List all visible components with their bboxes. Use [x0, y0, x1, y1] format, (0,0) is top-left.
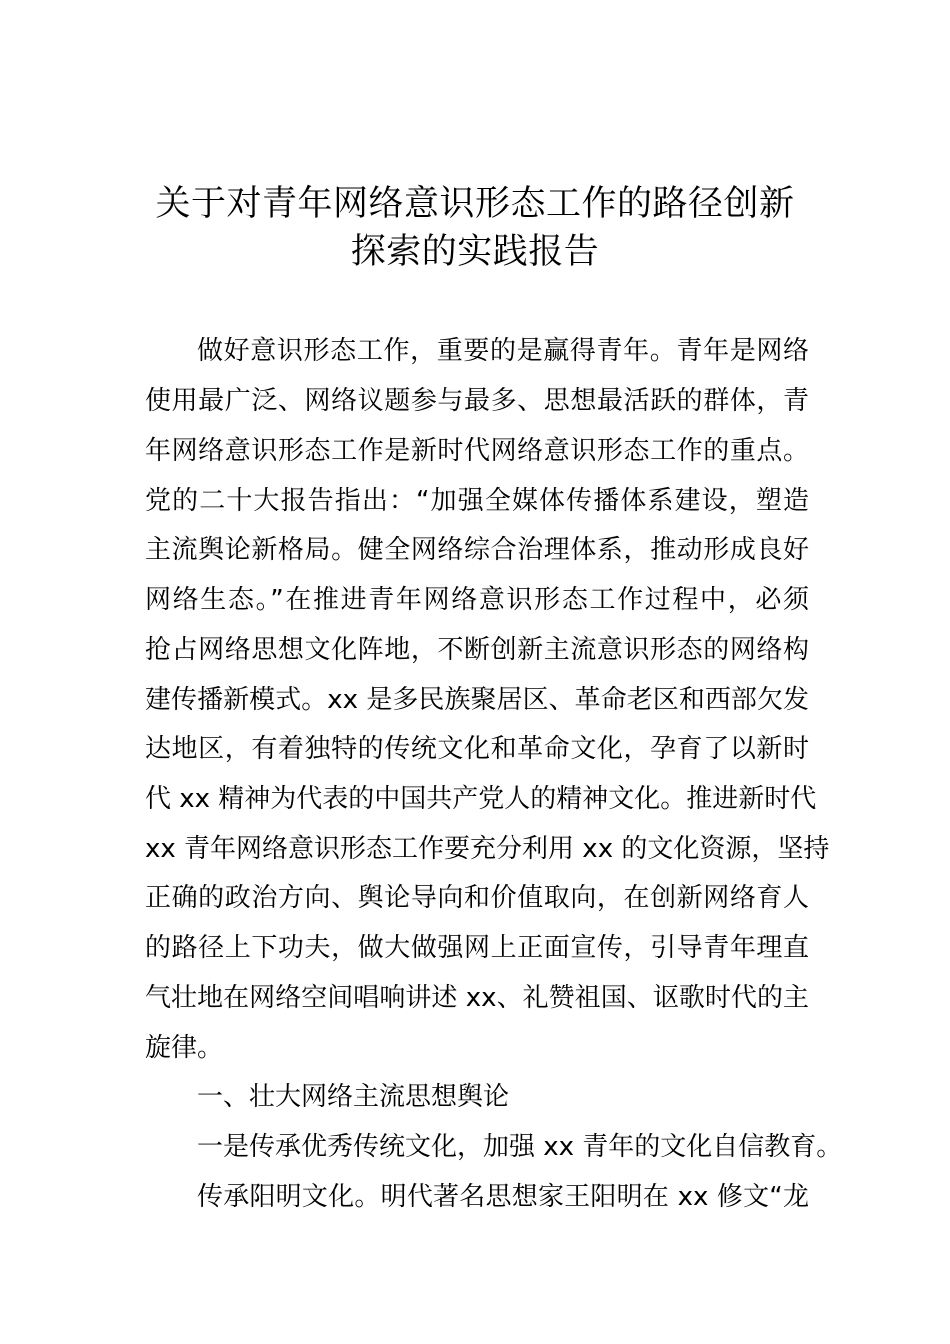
paragraph-line: 做好意识形态工作，重要的是赢得青年。青年是网络 — [197, 336, 809, 366]
paragraph-line: 党的二十大报告指出：“加强全媒体传播体系建设，塑造 — [145, 486, 809, 516]
paragraph-line: 建传播新模式。xx 是多民族聚居区、革命老区和西部欠发 — [145, 685, 809, 715]
paragraph-line: xx 青年网络意识形态工作要充分利用 xx 的文化资源，坚持 — [145, 834, 830, 864]
paragraph-line: 一是传承优秀传统文化，加强 xx 青年的文化自信教育。 — [197, 1132, 843, 1162]
document-title-line-2: 探索的实践报告 — [350, 232, 600, 272]
paragraph-line: 年网络意识形态工作是新时代网络意识形态工作的重点。 — [145, 436, 809, 466]
paragraph-line: 旋律。 — [145, 1033, 224, 1063]
document-title-line-1: 关于对青年网络意识形态工作的路径创新 — [155, 184, 795, 224]
paragraph-line: 达地区，有着独特的传统文化和革命文化，孕育了以新时 — [145, 734, 809, 764]
paragraph-line: 传承阳明文化。明代著名思想家王阳明在 xx 修文“龙 — [197, 1182, 809, 1212]
section-heading: 一、壮大网络主流思想舆论 — [197, 1082, 510, 1112]
paragraph-line: 主流舆论新格局。健全网络综合治理体系，推动形成良好 — [145, 535, 809, 565]
paragraph-line: 抢占网络思想文化阵地，不断创新主流意识形态的网络构 — [145, 635, 809, 665]
paragraph-line: 的路径上下功夫，做大做强网上正面宣传，引导青年理直 — [145, 933, 809, 963]
paragraph-line: 气壮地在网络空间唱响讲述 xx、礼赞祖国、讴歌时代的主 — [145, 983, 809, 1013]
paragraph-line: 正确的政治方向、舆论导向和价值取向，在创新网络育人 — [145, 883, 809, 913]
paragraph-line: 使用最广泛、网络议题参与最多、思想最活跃的群体，青 — [145, 386, 809, 416]
paragraph-line: 代 xx 精神为代表的中国共产党人的精神文化。推进新时代 — [145, 784, 817, 814]
paragraph-line: 网络生态。”在推进青年网络意识形态工作过程中，必须 — [145, 585, 809, 615]
